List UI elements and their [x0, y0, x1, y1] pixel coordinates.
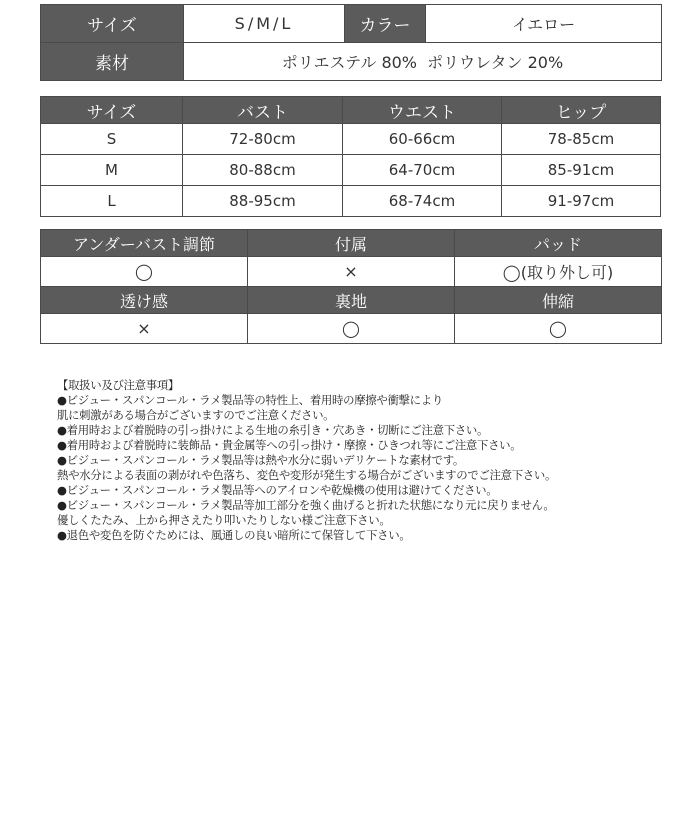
feature-value: × — [248, 257, 455, 287]
feature-value: ◯ — [455, 314, 662, 344]
size-cell: M — [41, 155, 183, 186]
bust-cell: 80-88cm — [183, 155, 343, 186]
feature-value: ◯ — [248, 314, 455, 344]
table-row — [41, 155, 661, 186]
note-line: ●ビジュー・スパンコール・ラメ製品等は熱や水分に弱いデリケートな素材です。 — [57, 453, 464, 467]
note-line: ●着用時および着脱時に装飾品・貴金属等への引っ掛け・摩擦・ひきつれ等にご注意下さい。 — [57, 438, 522, 452]
size-cell: S — [41, 124, 183, 155]
note-line: ●ビジュー・スパンコール・ラメ製品等加工部分を強く曲げると折れた状態になり元に戻りません。 — [57, 498, 555, 512]
material-label: 素材 — [41, 43, 184, 81]
feature-header: 付属 — [248, 230, 455, 257]
table-row — [41, 186, 661, 217]
table-row — [41, 124, 661, 155]
table-row — [41, 314, 662, 344]
size-label: サイズ — [41, 5, 184, 43]
feature-header: 伸縮 — [455, 287, 662, 314]
size-table-header: サイズ — [41, 97, 183, 124]
size-value: S/M/L — [184, 5, 345, 43]
color-value: イエロー — [426, 5, 662, 43]
bust-cell: 88-95cm — [183, 186, 343, 217]
feature-value: × — [41, 314, 248, 344]
waist-cell: 64-70cm — [343, 155, 502, 186]
note-line: ●着用時および着脱時の引っ掛けによる生地の糸引き・穴あき・切断にご注意下さい。 — [57, 423, 489, 437]
size-table-header: ウエスト — [343, 97, 502, 124]
table-row — [41, 257, 662, 287]
feature-header: 透け感 — [41, 287, 248, 314]
hip-cell: 78-85cm — [502, 124, 661, 155]
care-notes — [57, 378, 657, 543]
size-table-header: ヒップ — [502, 97, 661, 124]
note-line: 肌に刺激がある場合がございますのでご注意ください。 — [57, 408, 335, 422]
feature-header: 裏地 — [248, 287, 455, 314]
size-cell: L — [41, 186, 183, 217]
color-label: カラー — [345, 5, 426, 43]
product-info-table — [40, 4, 662, 81]
waist-cell: 68-74cm — [343, 186, 502, 217]
feature-table — [40, 229, 662, 344]
material-value: ポリエステル 80% ポリウレタン 20% — [184, 43, 662, 81]
notes-title: 【取扱い及び注意事項】 — [57, 378, 179, 392]
feature-header: アンダーバスト調節 — [41, 230, 248, 257]
waist-cell: 60-66cm — [343, 124, 502, 155]
feature-value: ◯ — [41, 257, 248, 287]
note-line: 熱や水分による表面の剥がれや色落ち、変色や変形が発生する場合がございますのでご注意下さい。 — [57, 468, 557, 482]
feature-header: パッド — [455, 230, 662, 257]
note-line: ●退色や変色を防ぐためには、風通しの良い暗所にて保管して下さい。 — [57, 528, 411, 542]
bust-cell: 72-80cm — [183, 124, 343, 155]
feature-value: ◯(取り外し可) — [455, 257, 662, 287]
note-line: ●ビジュー・スパンコール・ラメ製品等の特性上、着用時の摩擦や衝撃により — [57, 393, 443, 407]
note-line: ●ビジュー・スパンコール・ラメ製品等へのアイロンや乾燥機の使用は避けてください。 — [57, 483, 498, 497]
hip-cell: 85-91cm — [502, 155, 661, 186]
hip-cell: 91-97cm — [502, 186, 661, 217]
size-table — [40, 96, 661, 217]
note-line: 優しくたたみ、上から押さえたり叩いたりしない様ご注意下さい。 — [57, 513, 391, 527]
size-table-header: バスト — [183, 97, 343, 124]
